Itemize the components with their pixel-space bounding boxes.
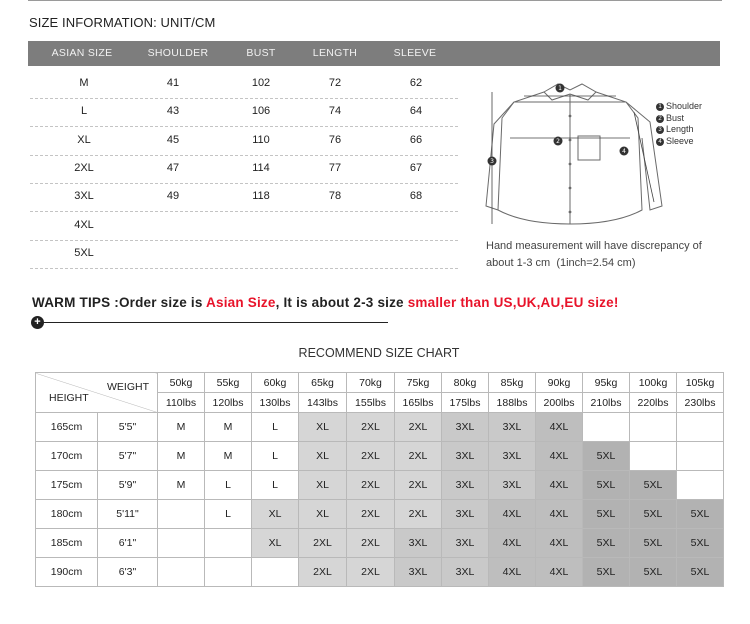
legend-item: 2 Bust <box>656 113 702 125</box>
recommended-size: 3XL <box>442 558 489 587</box>
recommended-size: M <box>158 413 205 442</box>
size-cell-shoulder: 49 <box>166 190 180 203</box>
recommended-size: 3XL <box>442 471 489 500</box>
recommended-size: 2XL <box>395 413 442 442</box>
recommended-size: 5XL <box>630 500 677 529</box>
weight-height-corner <box>36 373 158 413</box>
size-cell-shoulder: 43 <box>166 105 180 118</box>
svg-text:1: 1 <box>558 85 562 92</box>
size-row <box>30 98 458 127</box>
recommended-size: 5XL <box>677 558 724 587</box>
recommend-size-table <box>35 372 724 587</box>
height-ft: 5'9" <box>98 471 158 500</box>
size-table-header <box>28 41 720 66</box>
recommended-size: 2XL <box>299 558 347 587</box>
recommended-size: M <box>205 442 252 471</box>
height-cm: 165cm <box>36 413 98 442</box>
recommended-size: 2XL <box>395 471 442 500</box>
size-row <box>30 212 458 241</box>
size-cell-shoulder: 45 <box>166 133 180 146</box>
recommended-size: 2XL <box>347 558 395 587</box>
size-info-title: SIZE INFORMATION: UNIT/CM <box>29 15 216 30</box>
weight-label: WEIGHT <box>107 381 149 393</box>
recommended-size: 2XL <box>347 529 395 558</box>
height-label: HEIGHT <box>49 392 89 404</box>
size-cell-length: 76 <box>328 133 342 146</box>
size-row <box>30 127 458 156</box>
height-ft: 6'3" <box>98 558 158 587</box>
recommended-size: 4XL <box>536 500 583 529</box>
weight-kg-header: 105kg <box>677 373 724 393</box>
recommended-size: 5XL <box>677 529 724 558</box>
recommended-size: 4XL <box>536 413 583 442</box>
size-row <box>30 70 458 99</box>
size-cell-bust: 102 <box>251 77 271 89</box>
size-cell-shoulder: 41 <box>166 77 180 89</box>
recommended-size: 3XL <box>489 471 536 500</box>
weight-lbs-header: 130lbs <box>252 393 299 413</box>
size-cell-length: 74 <box>328 105 342 118</box>
recommended-size: 2XL <box>299 529 347 558</box>
recommended-size: 3XL <box>395 558 442 587</box>
weight-lbs-header: 230lbs <box>677 393 724 413</box>
recommend-row <box>36 471 724 500</box>
recommended-size: 3XL <box>442 529 489 558</box>
recommended-size: 5XL <box>630 471 677 500</box>
size-row <box>30 183 458 212</box>
recommended-size <box>205 529 252 558</box>
recommended-size: 2XL <box>347 471 395 500</box>
recommended-size: 3XL <box>442 413 489 442</box>
recommended-size <box>677 471 724 500</box>
size-cell-bust: 114 <box>252 161 270 174</box>
measurement-legend <box>656 101 702 147</box>
svg-text:3: 3 <box>490 158 494 165</box>
height-ft: 5'5" <box>98 413 158 442</box>
recommended-size: 5XL <box>583 471 630 500</box>
recommended-size: 2XL <box>347 413 395 442</box>
recommended-size: L <box>205 471 252 500</box>
recommended-size <box>677 413 724 442</box>
height-cm: 190cm <box>36 558 98 587</box>
size-cell-length: 78 <box>328 190 342 203</box>
recommended-size: M <box>158 442 205 471</box>
recommended-size <box>583 413 630 442</box>
recommended-size: 3XL <box>489 442 536 471</box>
recommended-size <box>630 442 677 471</box>
recommended-size: 2XL <box>347 500 395 529</box>
weight-kg-header: 70kg <box>347 373 395 393</box>
weight-lbs-header: 200lbs <box>536 393 583 413</box>
recommended-size: 4XL <box>536 529 583 558</box>
weight-kg-header: 50kg <box>158 373 205 393</box>
weight-kg-header: 80kg <box>442 373 489 393</box>
size-cell-sleeve: 68 <box>409 190 423 203</box>
weight-kg-header: 90kg <box>536 373 583 393</box>
warm-tips: WARM TIPS :Order size is Asian Size, It is about 2-3 size smaller than US,UK,AU,EU size! <box>32 295 619 310</box>
weight-lbs-header: 120lbs <box>205 393 252 413</box>
size-cell-size: 3XL <box>74 190 94 203</box>
recommended-size: 4XL <box>489 529 536 558</box>
size-cell-size: XL <box>77 133 91 146</box>
recommended-size <box>677 442 724 471</box>
size-cell-size: 2XL <box>74 161 94 174</box>
recommended-size: 5XL <box>677 500 724 529</box>
size-cell-shoulder: 47 <box>166 161 180 174</box>
recommended-size: XL <box>252 529 299 558</box>
size-cell-length: 72 <box>328 77 342 89</box>
weight-kg-header: 60kg <box>252 373 299 393</box>
legend-item: 1 Shoulder <box>656 101 702 113</box>
weight-kg-header: 95kg <box>583 373 630 393</box>
weight-lbs-header: 143lbs <box>299 393 347 413</box>
recommended-size: 5XL <box>630 558 677 587</box>
recommended-size <box>158 558 205 587</box>
height-cm: 185cm <box>36 529 98 558</box>
recommended-size <box>630 413 677 442</box>
size-cell-size: 5XL <box>74 246 94 259</box>
size-cell-size: 4XL <box>74 218 94 231</box>
recommended-size: 4XL <box>536 442 583 471</box>
weight-lbs-header: 110lbs <box>158 393 205 413</box>
recommend-row <box>36 413 724 442</box>
legend-item: 3 Length <box>656 124 702 136</box>
measurement-note: Hand measurement will have discrepancy of about 1-3 cm (1inch=2.54 cm) <box>486 240 702 269</box>
height-ft: 6'1" <box>98 529 158 558</box>
size-cell-size: L <box>80 105 88 118</box>
weight-kg-header: 100kg <box>630 373 677 393</box>
header-length: LENGTH <box>312 47 358 59</box>
size-cell-sleeve: 64 <box>409 105 423 118</box>
svg-text:4: 4 <box>622 148 626 155</box>
size-cell-sleeve: 62 <box>409 77 423 89</box>
header-shoulder: SHOULDER <box>147 47 209 59</box>
size-cell-size: M <box>79 77 89 89</box>
height-cm: 170cm <box>36 442 98 471</box>
recommended-size: 4XL <box>489 500 536 529</box>
recommended-size: M <box>205 413 252 442</box>
header-asian-size: ASIAN SIZE <box>51 47 113 59</box>
recommended-size: 4XL <box>489 558 536 587</box>
header-bust: BUST <box>246 47 276 59</box>
weight-lbs-header: 220lbs <box>630 393 677 413</box>
weight-kg-header: 75kg <box>395 373 442 393</box>
height-ft: 5'7" <box>98 442 158 471</box>
recommended-size: 5XL <box>583 529 630 558</box>
weight-kg-header: 65kg <box>299 373 347 393</box>
recommended-size: L <box>252 471 299 500</box>
weight-lbs-header: 175lbs <box>442 393 489 413</box>
size-cell-sleeve: 66 <box>409 133 423 146</box>
recommend-row <box>36 529 724 558</box>
weight-lbs-header: 210lbs <box>583 393 630 413</box>
recommended-size: 3XL <box>489 413 536 442</box>
recommended-size: XL <box>299 442 347 471</box>
tips-underline <box>38 322 388 323</box>
plus-icon: + <box>31 316 44 329</box>
weight-lbs-header: 188lbs <box>489 393 536 413</box>
recommended-size: 4XL <box>536 471 583 500</box>
recommended-size: L <box>252 413 299 442</box>
top-divider <box>28 0 722 1</box>
recommended-size: L <box>205 500 252 529</box>
recommended-size <box>158 529 205 558</box>
recommended-size: XL <box>299 500 347 529</box>
header-sleeve: SLEEVE <box>393 47 437 59</box>
size-cell-bust: 110 <box>252 133 270 146</box>
recommended-size: L <box>252 442 299 471</box>
recommended-size: XL <box>299 413 347 442</box>
recommended-size: XL <box>299 471 347 500</box>
weight-lbs-header: 155lbs <box>347 393 395 413</box>
recommended-size: 5XL <box>583 558 630 587</box>
recommended-size: 2XL <box>347 442 395 471</box>
recommended-size: 2XL <box>395 500 442 529</box>
recommended-size: 5XL <box>583 442 630 471</box>
recommended-size: M <box>158 471 205 500</box>
size-cell-sleeve: 67 <box>409 161 423 174</box>
recommend-row <box>36 442 724 471</box>
recommended-size: 3XL <box>442 442 489 471</box>
recommended-size <box>205 558 252 587</box>
recommend-row <box>36 558 724 587</box>
recommended-size: 3XL <box>395 529 442 558</box>
weight-kg-header: 55kg <box>205 373 252 393</box>
recommended-size: 2XL <box>395 442 442 471</box>
height-cm: 180cm <box>36 500 98 529</box>
weight-lbs-header: 165lbs <box>395 393 442 413</box>
recommend-title: RECOMMEND SIZE CHART <box>298 346 460 360</box>
size-cell-bust: 106 <box>251 105 271 118</box>
size-cell-bust: 118 <box>252 190 270 203</box>
recommended-size: XL <box>252 500 299 529</box>
legend-item: 4 Sleeve <box>656 136 702 148</box>
size-cell-length: 77 <box>328 161 342 174</box>
size-row <box>30 155 458 184</box>
svg-text:2: 2 <box>556 138 560 145</box>
size-row <box>30 240 458 269</box>
recommended-size: 3XL <box>442 500 489 529</box>
height-ft: 5'11" <box>98 500 158 529</box>
recommend-row <box>36 500 724 529</box>
height-cm: 175cm <box>36 471 98 500</box>
recommended-size: 5XL <box>583 500 630 529</box>
weight-kg-header: 85kg <box>489 373 536 393</box>
recommended-size: 5XL <box>630 529 677 558</box>
recommended-size: 4XL <box>536 558 583 587</box>
recommended-size <box>158 500 205 529</box>
recommended-size <box>252 558 299 587</box>
